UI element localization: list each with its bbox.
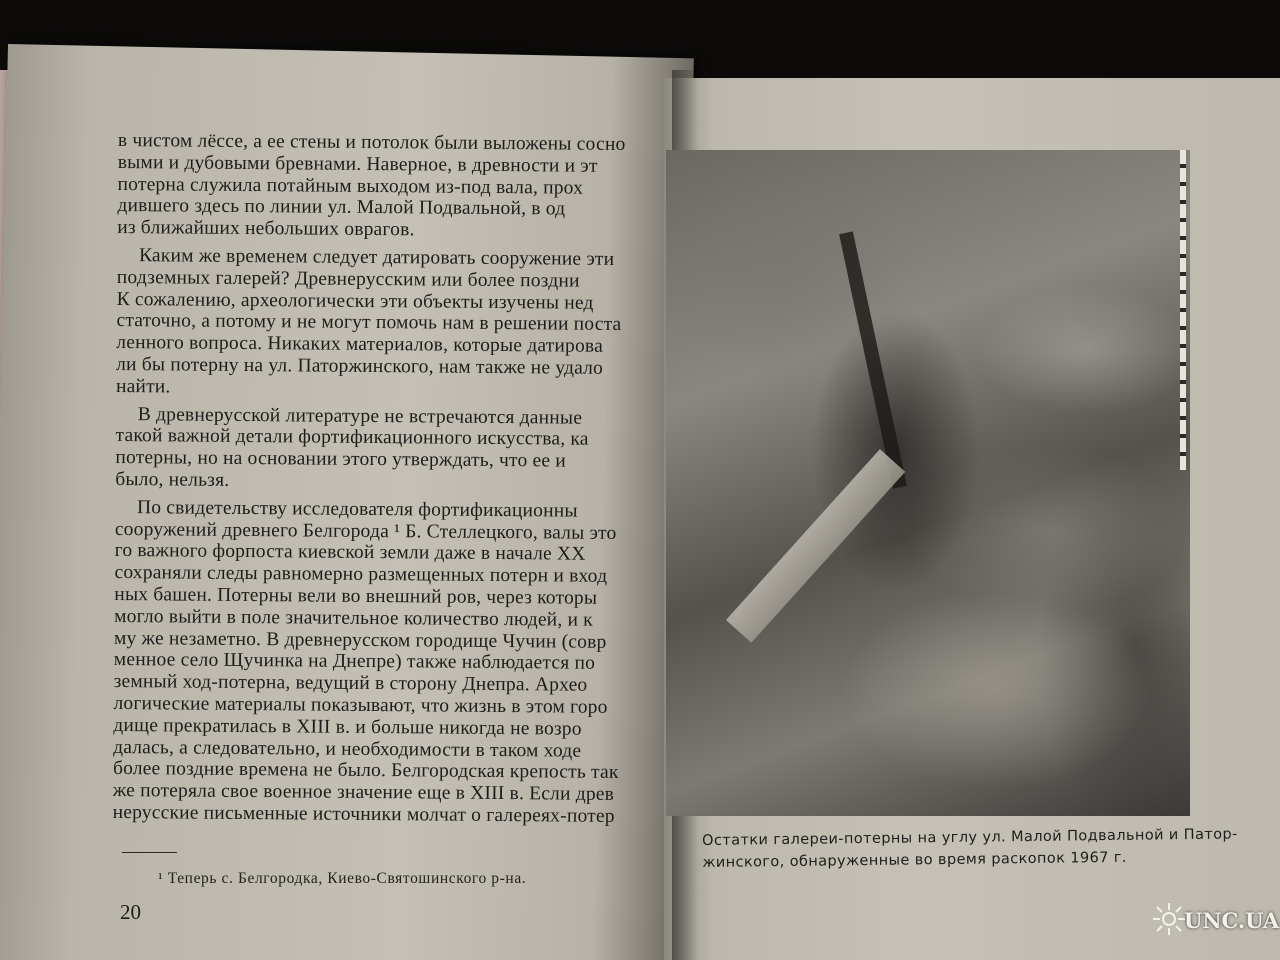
text-line: земный ход-потерна, ведущий в сторону Днепра. Архео xyxy=(113,671,588,696)
text-line: К сожалению, археологически эти объекты изучены нед xyxy=(116,288,594,314)
text-line: из ближайших небольших оврагов. xyxy=(117,217,415,241)
text-line: далась, а следовательно, и необходимости в таком ходе xyxy=(113,736,582,762)
text-line: ных башен. Потерны вели во внешний ров, через которы xyxy=(114,583,598,609)
text-line: такой важной детали фортификационного искусства, ка xyxy=(115,425,589,451)
photo-ruler xyxy=(1180,150,1186,470)
photo-crack xyxy=(839,231,907,488)
photo-plank xyxy=(726,449,905,643)
text-line: сооружений древнего Белгорода ¹ Б. Стеллецкого, валы это xyxy=(114,518,617,544)
text-line: статочно, а потому и не могут помочь нам в решении поста xyxy=(116,310,622,336)
text-line: потерна служила потайным выходом из-под вала, прох xyxy=(117,173,584,199)
caption-line: Остатки галереи-потерны на углу ул. Малой Подвальной и Патор- xyxy=(702,826,1238,849)
text-line: Каким же временем следует датировать сооружение эти xyxy=(138,245,615,270)
footnote: ¹ Теперь с. Белгородка, Киево-Святошинского р-на. xyxy=(158,870,527,887)
page-number: 20 xyxy=(120,900,141,924)
photo-caption xyxy=(702,824,1238,874)
text-line: подземных галерей? Древнерусским или более поздни xyxy=(116,266,580,292)
text-line: потерны, но на основании этого утверждать, что ее и xyxy=(115,447,567,472)
footnote-divider xyxy=(122,852,177,853)
text-line: логические материалы показывают, что жизнь в этом горо xyxy=(113,692,608,718)
caption-line: жинского, обнаруженные во время раскопок 1967 г. xyxy=(702,849,1127,871)
text-line: ли бы потерну на ул. Паторжинского, нам также не удало xyxy=(116,353,604,379)
text-line: му же незаметно. В древнерусском городище Чучин (совр xyxy=(113,627,607,653)
text-line: ленного вопроса. Никаких материалов, которые датирова xyxy=(116,332,604,357)
text-line: выми и дубовыми бревнами. Наверное, в древности и эт xyxy=(117,151,598,177)
text-line: найти. xyxy=(115,375,171,398)
text-line: дище прекратилась в XIII в. и больше никогда не возро xyxy=(113,714,582,740)
watermark-text: UNC.UA xyxy=(1184,908,1280,933)
text-line: могло выйти в поле значительное количество людей, и к xyxy=(114,605,593,631)
body-text xyxy=(113,130,678,828)
text-line: го важного форпоста киевской земли даже в начале XX xyxy=(114,540,586,566)
text-line: в чистом лёссе, а ее стены и потолок были выложены сосно xyxy=(117,130,626,155)
text-line: более поздние времена не было. Белгородская крепость так xyxy=(112,758,619,784)
text-line: менное село Щучинка на Днепре) также наблюдается по xyxy=(113,649,596,675)
text-line: сохраняли следы равномерно размещенных потерн и вход xyxy=(114,562,608,587)
text-line: нерусские письменные источники молчат о галереях-потер xyxy=(112,801,615,827)
watermark xyxy=(1150,896,1280,952)
excavation-photo xyxy=(666,150,1190,816)
text-line: было, нельзя. xyxy=(115,468,230,491)
text-line: По свидетельству исследователя фортификационны xyxy=(136,496,578,522)
text-line: В древнерусской литературе не встречаются данные xyxy=(137,403,583,429)
text-line: дившего здесь по линии ул. Малой Подвальной, в од xyxy=(117,195,566,220)
watermark-logo-icon xyxy=(1150,900,1188,938)
text-line: же потеряла свое военное значение еще в XIII в. Если древ xyxy=(112,780,615,806)
